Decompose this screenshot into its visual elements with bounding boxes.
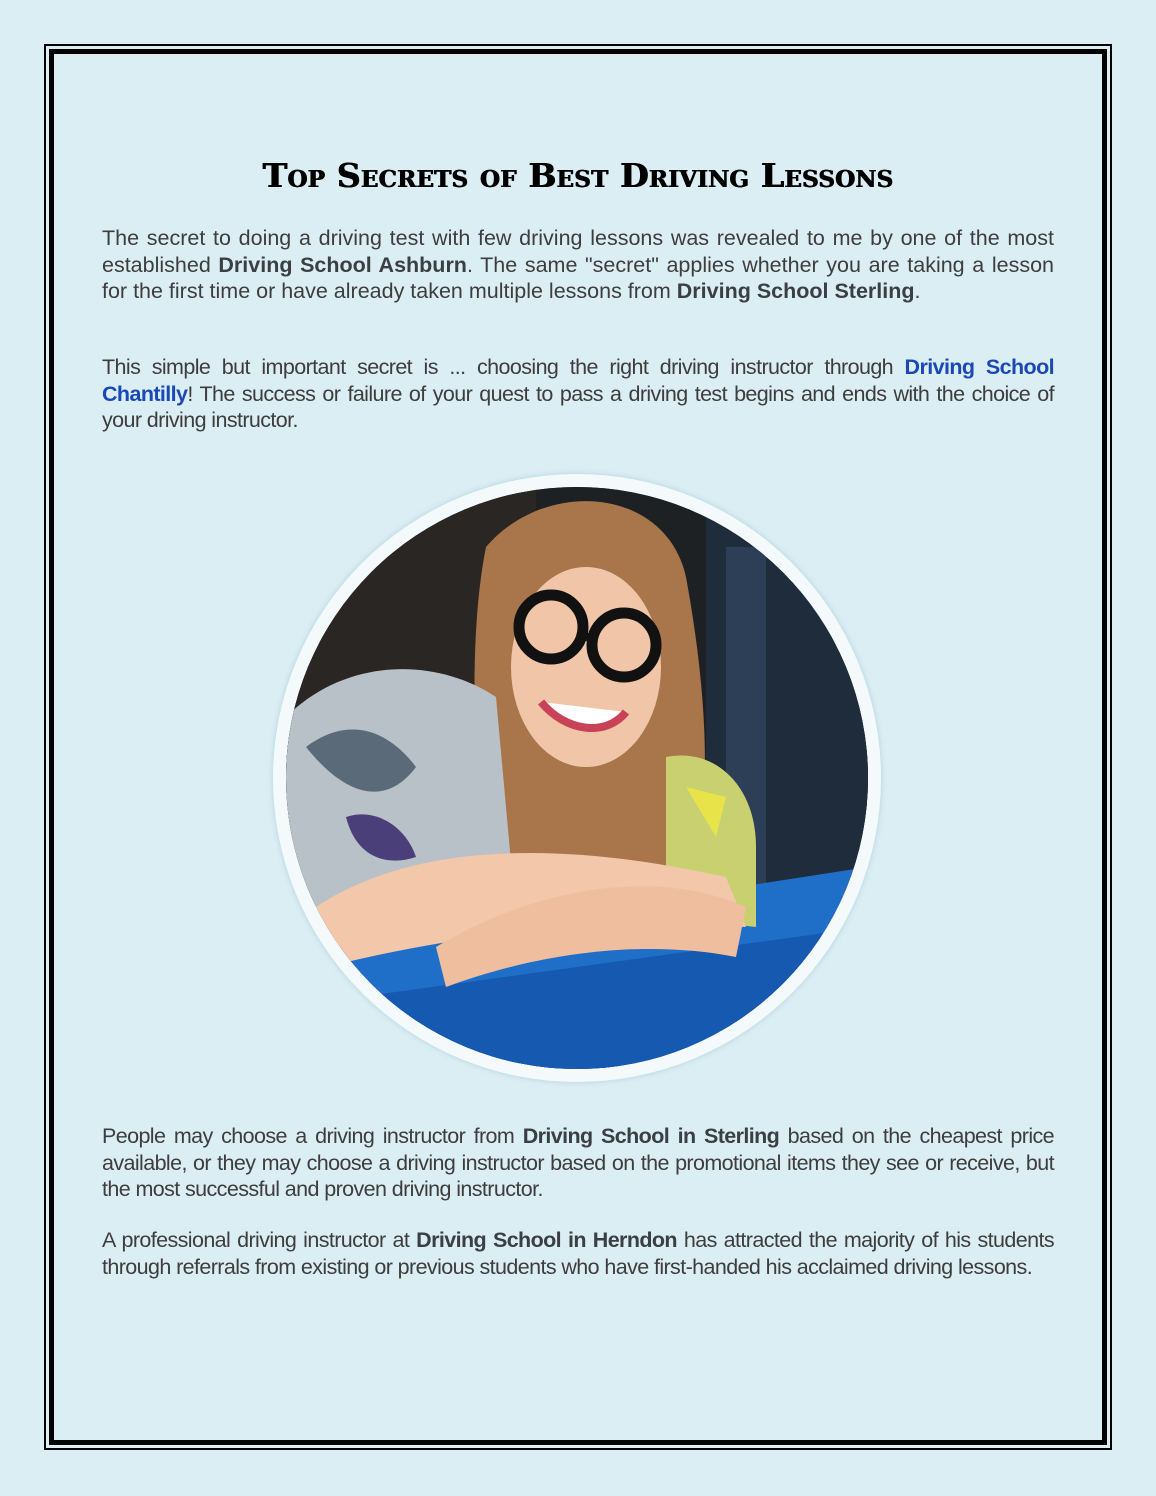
text-run: This simple but important secret is ... choosing the right driving instructor through [102, 355, 905, 379]
photo-illustration [286, 487, 868, 1069]
text-run: A professional driving instructor at [102, 1228, 417, 1252]
text-run: has attracted the majority of his students through referrals from existing or previous students who have first-handed his acclaimed driving lessons. [102, 1228, 1054, 1279]
document-title: Top Secrets of Best Driving Lessons [262, 156, 894, 196]
school-link[interactable]: Driving School Chantilly [102, 355, 1054, 406]
text-run: based on the cheapest price available, or they may choose a driving instructor based on the promotional items they see or receive, but the most successful and proven driving instructor. [102, 1124, 1055, 1201]
text-run: . The same "secret" applies whether you are taking a lesson for the first time or have already taken multiple lessons from [102, 252, 1054, 303]
text-run: ! The success or failure of your quest to pass a driving test begins and ends with the choice of your driving instructor. [102, 381, 1054, 432]
bold-phrase: Driving School in Sterling [522, 1124, 780, 1148]
bold-phrase: Driving School in Herndon [416, 1228, 677, 1252]
paragraph-4 [102, 1227, 1054, 1280]
paragraph-3 [102, 1123, 1054, 1203]
woman-in-car-photo [286, 487, 868, 1069]
paragraph-1 [102, 225, 1054, 305]
paragraph-2 [102, 354, 1054, 434]
text-run: . [914, 279, 921, 303]
bold-phrase: Driving School Ashburn [218, 252, 467, 277]
bold-phrase: Driving School Sterling [676, 279, 915, 303]
text-run: The secret to doing a driving test with few driving lessons was revealed to me by one of the most established [102, 226, 1054, 277]
text-run: People may choose a driving instructor from [102, 1124, 523, 1148]
